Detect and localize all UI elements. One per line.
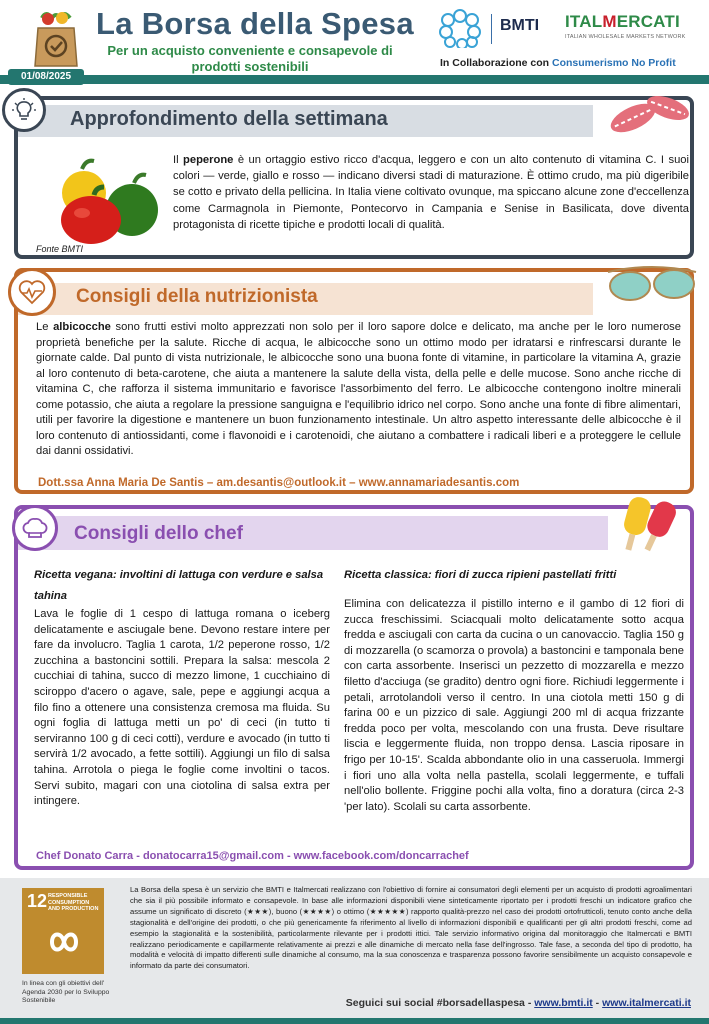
recipe-title: Ricetta vegana: involtini di lattuga con verdure e salsa tahina (34, 569, 324, 602)
issue-date: 01/08/2025 (8, 69, 84, 85)
recipe-body: Elimina con delicatezza il pistillo interno e il gambo di 12 fiori di zucca freschissimi. Sciacquali molto delicatamente sotto acqua fredda e asciugali con carta da cucina o un canovaccio. Taglia 150 g di mozzarella (o scamorza o provola) a bastoncini e tamponala bene con carta assorbente. Inserisci un pezzetto di mozzarella e mezzo filetto d'acciuga (se gradito) dentro ogni fiore. Richiudi leggermente i petali, arrotolandoli verso il centro. In una ciotola metti 150 g di farina 00 e un pizzico di sale. Aggiungi 200 ml di acqua frizzante fredda poco per volta, mescolando con una frusta. Deve risultare liscia e leggermente fluida, non troppo densa. Lascia riposare in frigo per 10-15'. Scalda abbondante olio in una casseruola. Immergi i fiori uno alla volta nella pastella, scolali leggermente, e tuffali nell'olio bollente. Friggine pochi alla volta, fino a doratura (circa 2-3 'per lato). Scolali su carta assorbente. (344, 598, 684, 813)
italmercati-logo: ITALMERCATI ITALIAN WHOLESALE MARKETS NETWORK (565, 12, 695, 40)
sdg-12-badge: 12 RESPONSIBLE CONSUMPTION AND PRODUCTION (22, 888, 104, 974)
collab-partner: Consumerismo No Profit (552, 57, 676, 69)
section-nutritionist-tips (14, 268, 694, 494)
recipe-title: Ricetta classica: fiori di zucca ripieni pastellati fritti (344, 569, 617, 581)
section-title: Consigli dello chef (74, 523, 243, 544)
section-chef-tips (14, 505, 694, 870)
image-credit: Fonte BMTI (36, 244, 84, 254)
section-weekly-focus (14, 96, 694, 259)
section-title: Approfondimento della settimana (70, 108, 388, 130)
recipe-classic (344, 565, 684, 815)
nutritionist-signature[interactable]: Dott.ssa Anna Maria De Santis – am.desantis@outlook.it – www.annamariadesantis.com (38, 477, 520, 489)
section-title: Consigli della nutrizionista (76, 286, 318, 307)
recipe-vegan (34, 565, 330, 810)
sdg-caption: In linea con gli obiettivi dell' Agenda 2030 per lo Sviluppo Sostenibile (22, 980, 110, 1004)
popsicles-icon (616, 495, 680, 557)
section-body: Il peperone è un ortaggio estivo ricco d'acqua, leggero e con un alto contenuto di vitamina C. I suoi colori — verde, giallo e rosso — indicano diversi stadi di maturazione. È ottimo crudo, ma più digeribile se cotto e privato della pellicina. In Italia viene coltivato ovunque, ma spiccano alcune zone d'eccellenza come Carmagnola in Piemonte, Pontecorvo in Campania e Senise in Basilicata, dove diventa protagonista di ricette tipiche e prodotti locali di qualità. (173, 154, 689, 231)
collaboration-note: In Collaborazione con Consumerismo No Profit (440, 57, 676, 69)
header (0, 0, 709, 88)
bmti-link[interactable]: www.bmti.it (534, 997, 593, 1009)
infinity-icon (40, 922, 88, 962)
bottom-bar (0, 1018, 709, 1024)
lightbulb-icon (2, 88, 46, 132)
footer (0, 878, 709, 1024)
italmercati-tagline: ITALIAN WHOLESALE MARKETS NETWORK (565, 34, 686, 40)
date-bar (0, 75, 709, 84)
newsletter-title: La Borsa della Spesa (96, 6, 414, 41)
heart-pulse-icon (8, 268, 56, 316)
italmercati-link[interactable]: www.italmercati.it (602, 997, 691, 1009)
chef-signature[interactable]: Chef Donato Carra - donatocarra15@gmail.com - www.facebook.com/doncarrachef (36, 850, 469, 862)
sunglasses-icon (604, 262, 700, 306)
chef-hat-icon (12, 505, 58, 551)
peppers-image (46, 155, 166, 250)
social-links: Seguici sui social #borsadellaspesa - www.bmti.it - www.italmercati.it (345, 997, 691, 1009)
recipe-body: Lava le foglie di 1 cespo di lattuga romana o iceberg delicatamente e asciugale bene. Devono restare intere per fare da involucro. Taglia 1 carota, 1/2 peperone rosso, 1/2 zucchina a bastoncini sottili. Prepara la salsa: mescola 2 cucchiai di tahina, succo di mezzo limone, 1 cucchiaino di sciroppo d'acero o agave, sale, pepe e aggiungi acqua a filo fino a ottenere una consistenza cremosa ma fluida. Su ogni foglia di lattuga metti un po' di ceci (in tutto ti serviranno 100 g di ceci cotti), verdure e avocado (in tutto ti servirà 1/2 avocado, a fette sottili). Aggiungi un filo di salsa tahina. Arrotola o piega le foglie come involtini o tacos. Servi subito, magari con una ciotolina di salsa extra per intingere. (34, 608, 330, 808)
footer-disclaimer: La Borsa della spesa è un servizio che BMTI e Italmercati realizzano con l'obiettivo di fornire ai consumatori degli elementi per un acquisto di prodotti agroalimentari che sia il più possibile informato e consapevole. In base alle informazioni disponibili viene sinteticamente riportato per i prodotti freschi un indicatore grafico che assume un significato di discreto (★★★), buono (★★★★) o ottimo (★★★★★) rapporto qualità-prezzo nel caso dei prodotti ortofrutticoli, tenuto conto anche della stagionalità e dell'origine dei prodotti, o che più genericamente fa riferimento al livello di informazioni disponibili e qualificanti per gli altri prodotti freschi, come ad esempio la stagionalità e la sostenibilità, particolarmente rilevante per i prodotti ittici. Tale servizio informativo origina dal monitoraggio che Italmercati e BMTI realizzano periodicamente e capillarmente relativamente ai prezzi e alle dinamiche di mercato nella fase dell'ingrosso. Tale fase, a seconda del tipo di prodotto, ha modalità e velocità di impatto differenti sulle dinamiche al consumo, ma la sua conoscenza e trasparenza possono favorire sensibilmente un acquisto consapevole e informato da parte dei consumatori. (130, 885, 692, 971)
logo-separator (491, 14, 492, 44)
shopping-bag-logo-icon (32, 10, 80, 68)
flip-flops-icon (603, 88, 693, 138)
section-body: Le albicocche sono frutti estivi molto apprezzati non solo per il loro sapore dolce e delicato, ma anche per le loro numerose proprietà benefiche per la salute. Ricche di acqua, le albicocche sono un ottimo modo per idratarsi e rinfrescarsi durante le giornate calde. Dal punto di vista nutrizionale, le albicocche sono una buona fonte di vitamine, in particolare la vitamina A, grazie al loro contenuto di beta-carotene, che aiuta a mantenere la salute della vista, della pelle e delle mucose. Sono anche ricche di vitamina C, che rafforza il sistema immunitario e favorisce l'assorbimento del ferro. Le albicocche contengono inoltre minerali come potassio, che aiuta a regolare la pressione sanguigna e l'equilibrio idrico nel corpo. Sono anche una fonte di fibre alimentari, utili per favorire la digestione e mantenere un buon funzionamento intestinale. Un altro aspetto interessante delle albicocche è il loro contenuto di antiossidanti, come i flavonoidi e i carotenoidi, che aiutano a combattere i radicali liberi e a proteggere le cellule dai danni ossidativi. (36, 321, 681, 457)
newsletter-subtitle: Per un acquisto conveniente e consapevole di prodotti sostenibili (107, 43, 393, 74)
bmti-name: BMTI (500, 17, 540, 34)
